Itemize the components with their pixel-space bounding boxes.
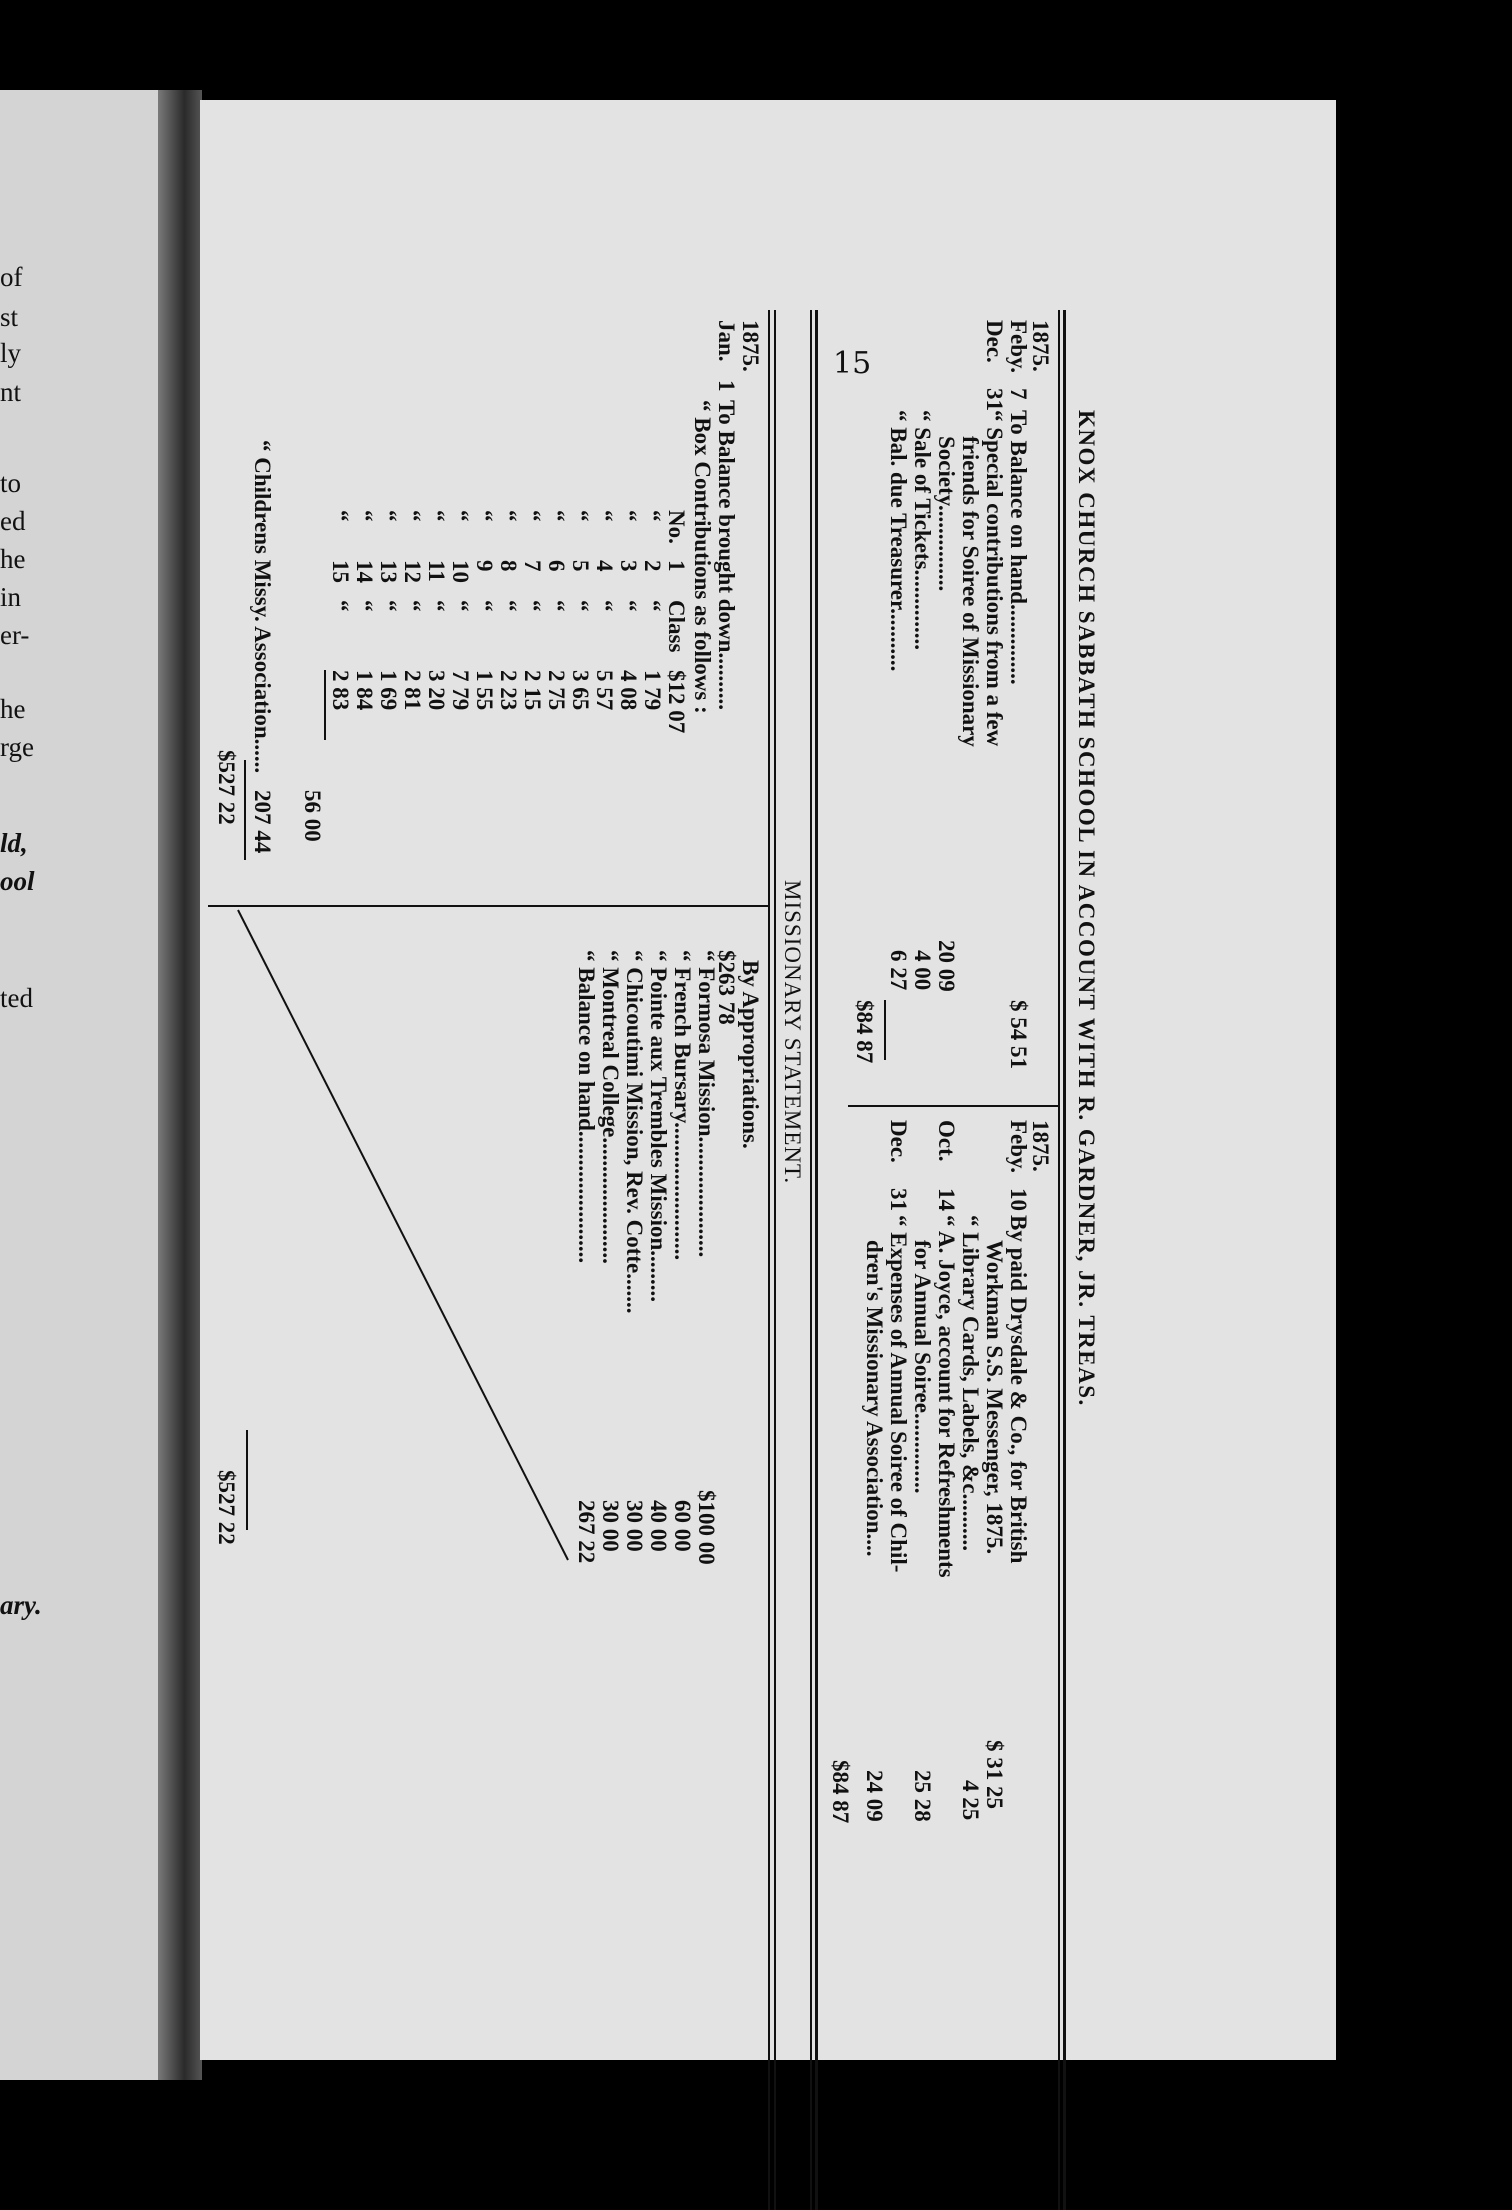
class-prefix: “ [352,510,377,522]
missionary-title: MISSIONARY STATEMENT. [780,880,805,1185]
left-fragment: ly [0,338,22,368]
day: 10 [1006,1188,1031,1211]
class-amount: 4 08 [616,670,641,711]
month: Feby. [1006,1120,1031,1174]
sum-rule [246,1430,248,1530]
amount: 267 22 [574,1500,599,1564]
class-amount: 1 55 [472,670,497,711]
class-prefix: “ [424,510,449,522]
amount: 25 28 [910,1770,935,1822]
class-label: “ [376,600,401,612]
class-prefix: “ [520,510,545,522]
left-fragment: rge [0,732,34,762]
sub-amount: 20 09 [934,940,959,992]
class-prefix: “ [544,510,569,522]
class-number: 3 [616,560,641,572]
rotated-content [168,310,1108,2210]
left-fragment: ary. [0,1590,42,1620]
class-number: 5 [568,560,593,572]
amount: 30 00 [622,1500,647,1552]
class-prefix: “ [592,510,617,522]
class-prefix: “ [568,510,593,522]
entry-text: “ Montreal College...................... [598,950,623,1264]
entry-text: “ Formosa Mission..................... [694,950,719,1258]
class-amount: 3 65 [568,670,593,711]
class-amount: 1 69 [376,670,401,711]
class-label: “ [448,600,473,612]
class-prefix: “ [472,510,497,522]
receipts-total: $84 87 [852,1000,877,1064]
year: 1875. [1028,320,1053,372]
payments-header: By Appropriations. [738,960,763,1149]
class-label: “ [592,600,617,612]
amount: 4 25 [958,1780,983,1821]
left-page [0,90,172,2080]
left-fragment: he [0,694,26,724]
class-label: “ [640,600,665,612]
class-label: “ [328,600,353,612]
class-number: 6 [544,560,569,572]
entry-text: “ French Bursary........................ [670,950,695,1261]
class-label: “ [520,600,545,612]
left-fragment: ted [0,983,33,1013]
day: 31 [886,1188,911,1211]
year: 1875. [1028,1120,1053,1172]
entry-text: “ Box Contributions as follows : [690,400,715,714]
class-prefix: “ [400,510,425,522]
class-amount: 1 79 [640,670,665,711]
class-prefix: “ [448,510,473,522]
class-amount: 7 79 [448,670,473,711]
day: 31 [982,388,1007,411]
entry-text: “ Expenses of Annual Soiree of Chil- [886,1215,911,1573]
class-prefix: “ [496,510,521,522]
left-fragment: st [0,302,19,332]
class-label: “ [496,600,521,612]
class-amount: 1 84 [352,670,377,711]
left-fragment: nt [0,377,22,407]
sub-amount: 4 00 [910,950,935,991]
page-number: 15 [833,346,872,381]
class-number: 7 [520,560,545,572]
class-number: 9 [472,560,497,572]
class-number: 8 [496,560,521,572]
left-fragment: to [0,468,22,498]
day: 14 [934,1188,959,1211]
class-number: 15 [328,560,353,583]
class-label: “ [616,600,641,612]
class-amount: 2 15 [520,670,545,711]
class-label: “ [400,600,425,612]
entry-text: “ Sale of Tickets.............. [910,410,935,651]
entry-text: Society............... [934,436,959,592]
amount: $ 54 51 [1006,1000,1031,1069]
left-fragment: ed [0,506,26,536]
entry-text: “ Bal. due Treasurer........... [886,410,911,672]
left-fragment: er- [0,620,30,650]
month: Oct. [934,1120,959,1162]
class-label: “ [472,600,497,612]
class-amount: 2 81 [400,670,425,711]
left-fragment: he [0,544,26,574]
entry-text: To Balance brought down.......... [714,400,739,710]
amount: 40 00 [646,1500,671,1552]
entry-text: friends for Soiree of Missionary [958,436,983,747]
year: 1875. [738,320,763,372]
month: Dec. [886,1120,911,1163]
class-amount: 5 57 [592,670,617,711]
amount: 207 44 [250,790,275,854]
left-fragment: of [0,262,23,292]
class-amount: 3 20 [424,670,449,711]
entry-text: “ Childrens Missy. Association...... [250,440,275,774]
month: Jan. [714,320,739,362]
left-fragment: ld, [0,828,28,858]
class-label: “ [568,600,593,612]
left-fragment: ool [0,866,35,896]
amount: 24 09 [862,1770,887,1822]
entry-text: “ Library Cards, Labels, &c.......... [958,1215,983,1552]
left-fragment: in [0,582,22,612]
class-number: 14 [352,560,377,583]
entry-text: To Balance on hand.............. [1006,410,1031,685]
class-label: “ [424,600,449,612]
receipts-total: $527 22 [214,750,239,825]
month: Feby. [1006,320,1031,374]
payments-total: $84 87 [828,1760,853,1824]
entry-text: “ Special contributions from a few [982,410,1007,747]
sub-amount: 6 27 [886,950,911,991]
class-amount: 2 23 [496,670,521,711]
class-prefix: No. [664,510,689,544]
entry-text: By paid Drysdale & Co., for British [1006,1215,1031,1564]
payments-total: $527 22 [214,1470,239,1545]
amount: 60 00 [670,1500,695,1552]
amount: $100 00 [694,1490,719,1565]
entry-text: “ Pointe aux Trembles Mission......... [646,950,671,1303]
class-number: 1 [664,560,689,572]
class-number: 11 [424,560,449,582]
class-number: 4 [592,560,617,572]
amount: 30 00 [598,1500,623,1552]
class-label: “ [352,600,377,612]
class-number: 13 [376,560,401,583]
classes-total: 56 00 [300,790,325,842]
account-title: KNOX CHURCH SABBATH SCHOOL IN ACCOUNT WITH R. GARDNER, JR. TREAS. [1074,410,1099,1407]
entry-text: “ Chicoutimi Mission, Rev. Cotte....... [622,950,647,1314]
amount: $263 78 [714,950,739,1025]
entry-text: for Annual Soiree.............. [910,1240,935,1494]
class-label: Class [664,600,689,653]
day: 1 [714,380,739,392]
class-amount: $12 07 [664,670,689,734]
class-number: 10 [448,560,473,583]
entry-text: “ A. Joyce, account for Refreshments [934,1215,959,1578]
class-prefix: “ [328,510,353,522]
class-prefix: “ [640,510,665,522]
class-amount: 2 75 [544,670,569,711]
entry-text: Workman S.S. Messenger, 1875. [982,1240,1007,1555]
class-prefix: “ [376,510,401,522]
class-prefix: “ [616,510,641,522]
diagonal-rule [168,310,1108,2210]
month: Dec. [982,320,1007,363]
entry-text: dren's Missionary Association.... [862,1240,887,1557]
class-number: 2 [640,560,665,572]
day: 7 [1006,388,1031,400]
class-number: 12 [400,560,425,583]
class-amount: 2 83 [328,670,353,711]
amount: $ 31 25 [982,1740,1007,1809]
entry-text: “ Balance on hand....................... [574,950,599,1264]
class-label: “ [544,600,569,612]
